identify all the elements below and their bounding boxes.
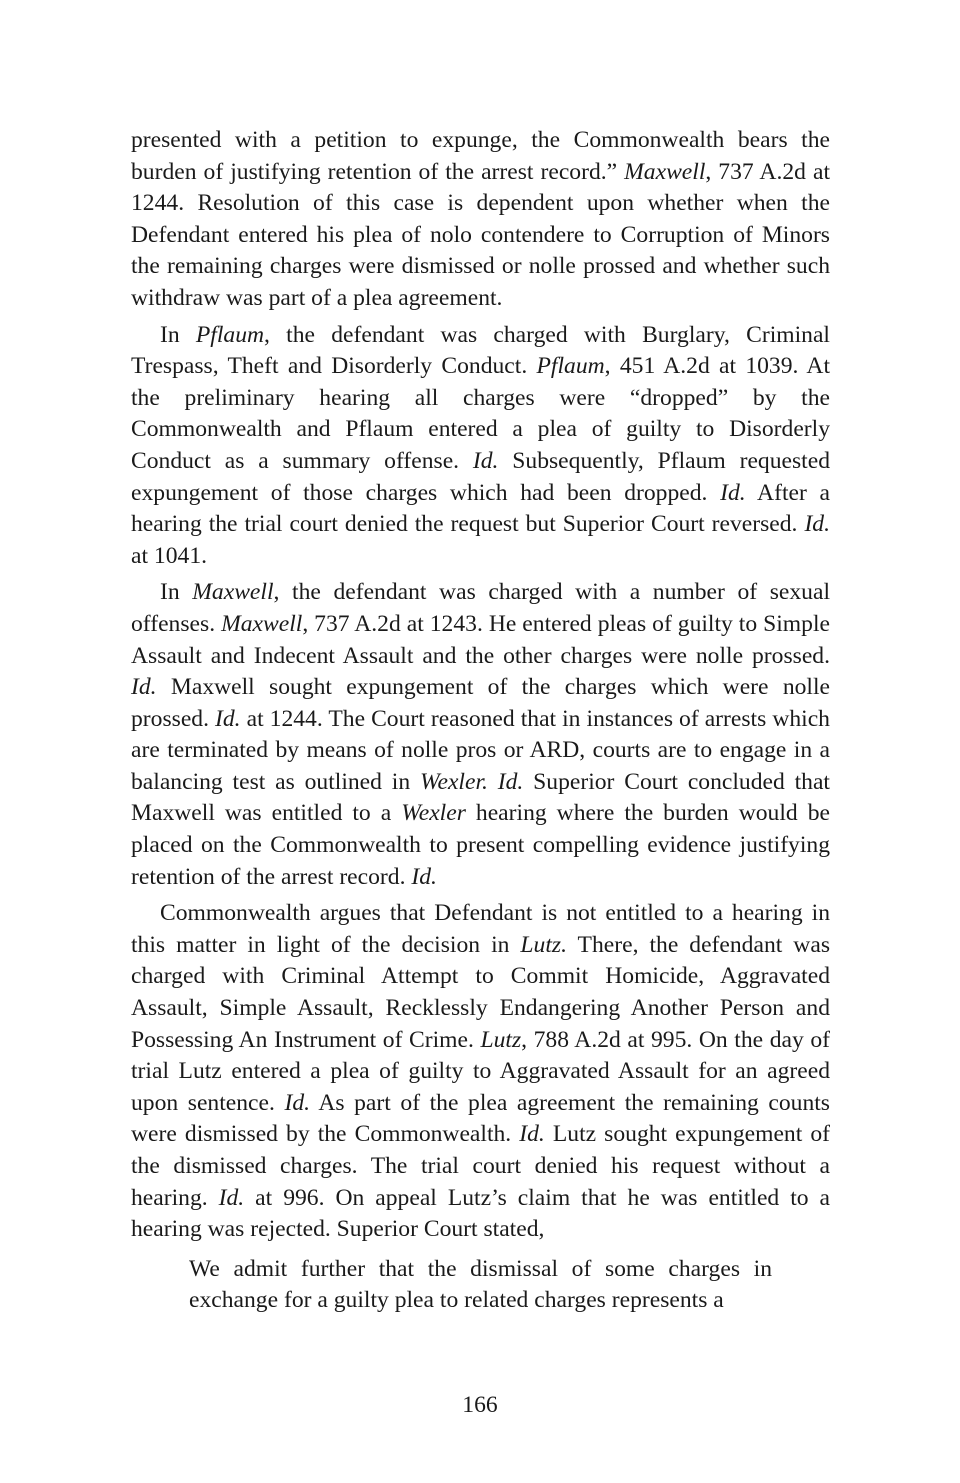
text-run: at 1041. <box>131 542 208 569</box>
text-run: at 1244. The Court reasoned that in instances of arrests which are terminated by means of nolle pros or ARD, courts are to engage in a balancing test as outlined in <box>131 705 830 795</box>
block-quote: We admit further that the dismissal of some charges in exchange for a guilty plea to related charges represents a <box>189 1255 772 1314</box>
case-citation: Id. <box>131 674 157 701</box>
case-citation: Maxwell <box>192 579 274 606</box>
paragraph-1 <box>131 125 830 315</box>
text-run: , 451 A.2d at 1039. At the preliminary hearing all charges were “dropped” by the Commonwealth and Pflaum entered a plea of guilty to Disorderly Conduct as a summary offense. <box>131 353 830 474</box>
text-run: , the defendant was charged with Burglary, Criminal Trespass, Theft and Disorderly Conduct. <box>131 321 830 380</box>
text-run <box>488 769 498 795</box>
text-run: After a hearing the trial court denied the request but Superior Court reversed. <box>131 479 830 538</box>
text-run: , 737 A.2d at 1244. Resolution of this case is dependent upon whether when the Defendant entered his plea of nolo contendere to Corruption of Minors the remaining charges were dismissed or nolle prossed and whether such withdraw was part of a plea agreement. <box>131 158 830 311</box>
case-citation: Id. <box>519 1121 545 1148</box>
case-citation: Pflaum <box>536 353 605 380</box>
case-citation: Maxwell <box>624 158 706 185</box>
text-run: , the defendant was charged with a number of sexual offenses. <box>131 579 831 637</box>
text-run: In <box>160 321 196 348</box>
case-citation: Wexler. <box>419 768 488 795</box>
text-run: hearing where the burden would be placed on the Commonwealth to present compelling evidence justifying retention of the arrest record. <box>131 800 830 890</box>
case-citation: Id. <box>472 447 499 474</box>
case-citation: Id. <box>218 1184 245 1211</box>
paragraph-3 <box>131 577 830 893</box>
text-run: Lutz sought expungement of the dismissed charges. The trial court denied his request without a hearing. <box>131 1121 830 1211</box>
case-citation: Id. <box>720 479 746 506</box>
case-citation: Id. <box>215 705 241 732</box>
text-run: Commonwealth argues that Defendant is not entitled to a hearing in this matter in light of the decision in <box>131 900 830 958</box>
case-citation: Lutz. <box>520 931 567 958</box>
case-citation: Id. <box>804 511 830 538</box>
text-run: As part of the plea agreement the remaining counts were dismissed by the Commonwealth. <box>131 1089 830 1148</box>
text-run: at 996. On appeal Lutz’s claim that he was entitled to a hearing was rejected. Superior Court stated, <box>131 1184 830 1243</box>
paragraph-2 <box>131 320 830 573</box>
case-citation: Maxwell <box>221 610 303 637</box>
case-citation: Id. <box>284 1089 311 1116</box>
page-number: 166 <box>462 1392 498 1418</box>
case-citation: Id. <box>497 768 524 795</box>
case-citation: Wexler <box>401 800 466 827</box>
text-run: Superior Court concluded that Maxwell was entitled to a <box>131 768 830 827</box>
text-run: , 737 A.2d at 1243. He entered pleas of guilty to Simple Assault and Indecent Assault and the other charges were nolle prossed. <box>131 610 830 669</box>
text-run: presented with a petition to expunge, the Commonwealth bears the burden of justifying retention of the arrest record.” <box>131 127 830 185</box>
case-citation: Id. <box>411 863 437 890</box>
page-body <box>131 125 830 1317</box>
case-citation: Pflaum <box>195 321 265 348</box>
text-run: , 788 A.2d at 995. On the day of trial Lutz entered a plea of guilty to Aggravated Assault for an agreed upon sentence. <box>131 1026 830 1116</box>
case-citation: Lutz <box>480 1026 522 1053</box>
text-run: There, the defendant was charged with Criminal Attempt to Commit Homicide, Aggravated Assault, Simple Assault, Recklessly Endangering Another Person and Possessing An Instrument of Crime. <box>131 931 830 1053</box>
text-run: Subsequently, Pflaum requested expungement of those charges which had been dropped. <box>131 447 830 506</box>
text-run: In <box>160 579 193 606</box>
text-run: Maxwell sought expungement of the charges which were nolle prossed. <box>131 674 830 732</box>
paragraph-4 <box>131 898 830 1246</box>
